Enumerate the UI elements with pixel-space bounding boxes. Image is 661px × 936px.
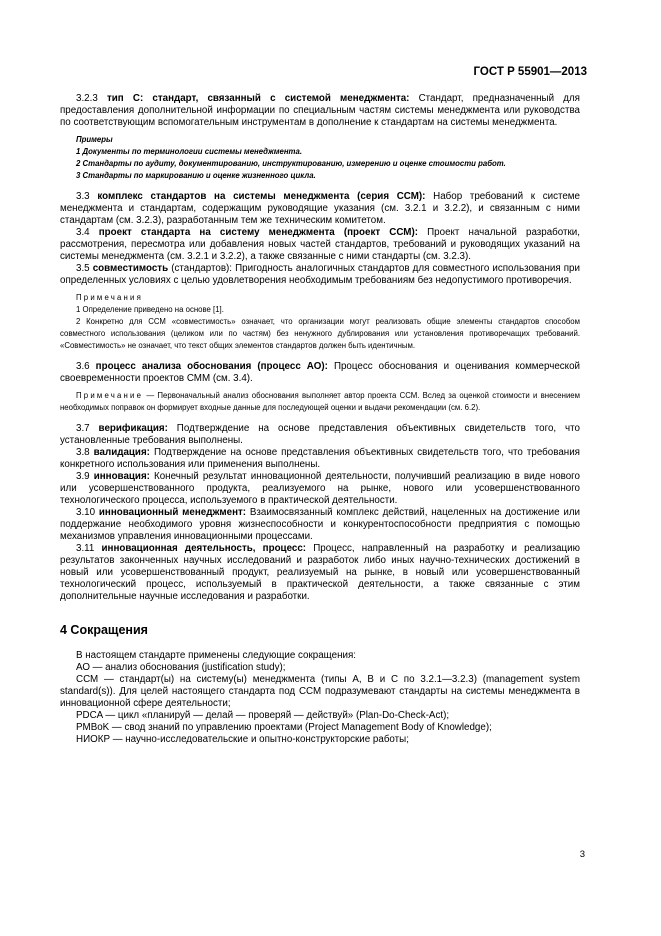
def-number: 3.8 — [76, 447, 90, 458]
def-number: 3.11 — [76, 543, 95, 554]
example-item: 1 Документы по терминологии системы менеджмента. — [76, 147, 302, 156]
example-item: 2 Стандарты по аудиту, документированию, инструктированию, измерению и оценке стоимости работ. — [76, 159, 506, 168]
def-term: тип С: стандарт, связанный с системой менеджмента: — [106, 93, 410, 104]
abbreviation-item: PDCA — цикл «планируй — делай — проверяй — действуй» (Plan-Do-Check-Act); — [76, 710, 450, 721]
note-text: — Первоначальный анализ обоснования выполняет автор проекта ССМ. Вслед за оценкой стоимости и внесением необходимых поправок он формирует входные данные для последующей оценки и выдачи рекомендации (см. 6.2). — [60, 391, 580, 412]
definition-3-10 — [60, 507, 580, 543]
def-term: процесс анализа обоснования (процесс АО): — [95, 361, 328, 372]
example-item: 3 Стандарты по маркированию и оценке жизненного цикла. — [76, 171, 316, 180]
def-term: инновационная деятельность, процесс: — [101, 543, 307, 554]
def-text: Процесс обоснования и оценивания коммерческой своевременности проектов СММ (см. 3.4). — [60, 361, 580, 384]
def-text: Конечный результат инновационной деятельности, получивший реализацию в виде нового или усовершенствованного продукта, реализуемого на рынке, нового или усовершенствованного технологического процесса, используемого в практической деятельности. — [60, 471, 580, 506]
def-text: Проект начальной разработки, рассмотрения, пересмотра или добавления новых частей стандартов, требований и руководящих указаний на системы менеджмента (см. 3.2.1 и 3.2.2), а также связанные с ними стандарты (см. 3.2.3). — [60, 227, 580, 262]
standard-id-header: ГОСТ Р 55901—2013 — [473, 66, 587, 78]
definition-3-3 — [60, 191, 580, 227]
def-number: 3.10 — [76, 507, 96, 518]
def-term: инновация: — [93, 471, 150, 482]
examples-block — [60, 134, 580, 182]
def-text: Набор требований к системе менеджмента и стандартам, содержащим руководящие указания (см. 3.2.1 и 3.2.2), и связанным с ними стандартам (см. 3.2.3), разработанным тем же техническим комитетом. — [60, 191, 580, 226]
notes-3-5-block — [60, 292, 580, 352]
def-term: валидация: — [93, 447, 150, 458]
def-number: 3.5 — [76, 263, 90, 274]
definition-3-4 — [60, 227, 580, 263]
note-3-6 — [60, 390, 580, 414]
abbreviation-item: PMBoK — свод знаний по управлению проектами (Project Management Body of Knowledge); — [76, 722, 492, 733]
examples-heading: Примеры — [76, 135, 113, 144]
def-number: 3.2.3 — [76, 93, 98, 104]
def-text: Стандарт, предназначенный для предоставления дополнительной информации по специальным частям системы менеджмента или руководства по соответствующим вспомогательным инструментам в дополнение к стандартам на системы менеджмента. — [60, 93, 580, 128]
def-term: верификация: — [98, 423, 168, 434]
def-text: Подтверждение на основе представления объективных свидетельств того, что требования конкретного использования или применения выполнены. — [60, 447, 580, 470]
def-term: инновационный менеджмент: — [98, 507, 247, 518]
note-label: Примечание — [76, 391, 144, 400]
def-term: проект стандарта на систему менеджмента (проект ССМ): — [98, 227, 418, 238]
definition-3-11 — [60, 543, 580, 603]
abbreviation-item: ССМ — стандарт(ы) на систему(ы) менеджмента (типы А, В и С по 3.2.1—3.2.3) (management system standard(s)). Для целей настоящего стандарта под ССМ подразумевают стандарты на системы менеджмента в инновационной сфере деятельности; — [60, 674, 580, 709]
page-number: 3 — [579, 849, 585, 860]
definition-3-7 — [60, 423, 580, 447]
abbreviation-item: НИОКР — научно-исследовательские и опытно-конструкторские работы; — [76, 734, 409, 745]
note-item: 1 Определение приведено на основе [1]. — [76, 305, 224, 314]
definition-3-9 — [60, 471, 580, 507]
def-number: 3.4 — [76, 227, 90, 238]
note-item: 2 Конкретно для ССМ «совместимость» означает, что организации могут реализовать общие элементы стандартов способом совместного использования (целиком или по частям) без ненужного дублирования или установления противоречащих требований. «Совместимость» не означает, что текст общих элементов стандартов должен быть идентичным. — [60, 317, 580, 350]
page-content — [60, 93, 580, 746]
section-4-intro: В настоящем стандарте применены следующие сокращения: — [76, 650, 356, 661]
def-term: комплекс стандартов на системы менеджмента (серия ССМ): — [97, 191, 426, 202]
def-number: 3.3 — [76, 191, 90, 202]
def-text: Взаимосвязанный комплекс действий, нацеленных на достижение или поддержание необходимого уровня жизнеспособности и конкурентоспособности предприятия с помощью механизмов управления инновационными процессами. — [60, 507, 581, 542]
def-number: 3.7 — [76, 423, 90, 434]
abbreviation-item: АО — анализ обоснования (justification study); — [76, 662, 286, 673]
def-number: 3.9 — [76, 471, 90, 482]
definition-3-8 — [60, 447, 580, 471]
definition-3-5 — [60, 263, 580, 287]
definition-3-2-3 — [60, 93, 580, 129]
def-text: Подтверждение на основе представления объективных свидетельств того, что установленные требования выполнены. — [60, 423, 580, 446]
def-number: 3.6 — [76, 361, 90, 372]
definition-3-6 — [60, 361, 580, 385]
def-text: (стандартов): Пригодность аналогичных стандартов для совместного использования при определенных условиях с целью удовлетворения необходимым требованиям без недопустимого противоречия. — [60, 263, 580, 286]
section-4-title: 4 Сокращения — [60, 623, 148, 637]
def-text: Процесс, направленный на разработку и реализацию результатов законченных научных исследований и разработок либо иных научно-технических достижений в новый или усовершенствованный продукт, реализуемый на рынке, в новый или усовершенствованный технологический процесс, используемый в практической деятельности, а также связанные с этим дополнительные научные исследования и разработки. — [60, 543, 580, 602]
notes-heading: Примечания — [76, 293, 144, 302]
def-term: совместимость — [92, 263, 169, 274]
